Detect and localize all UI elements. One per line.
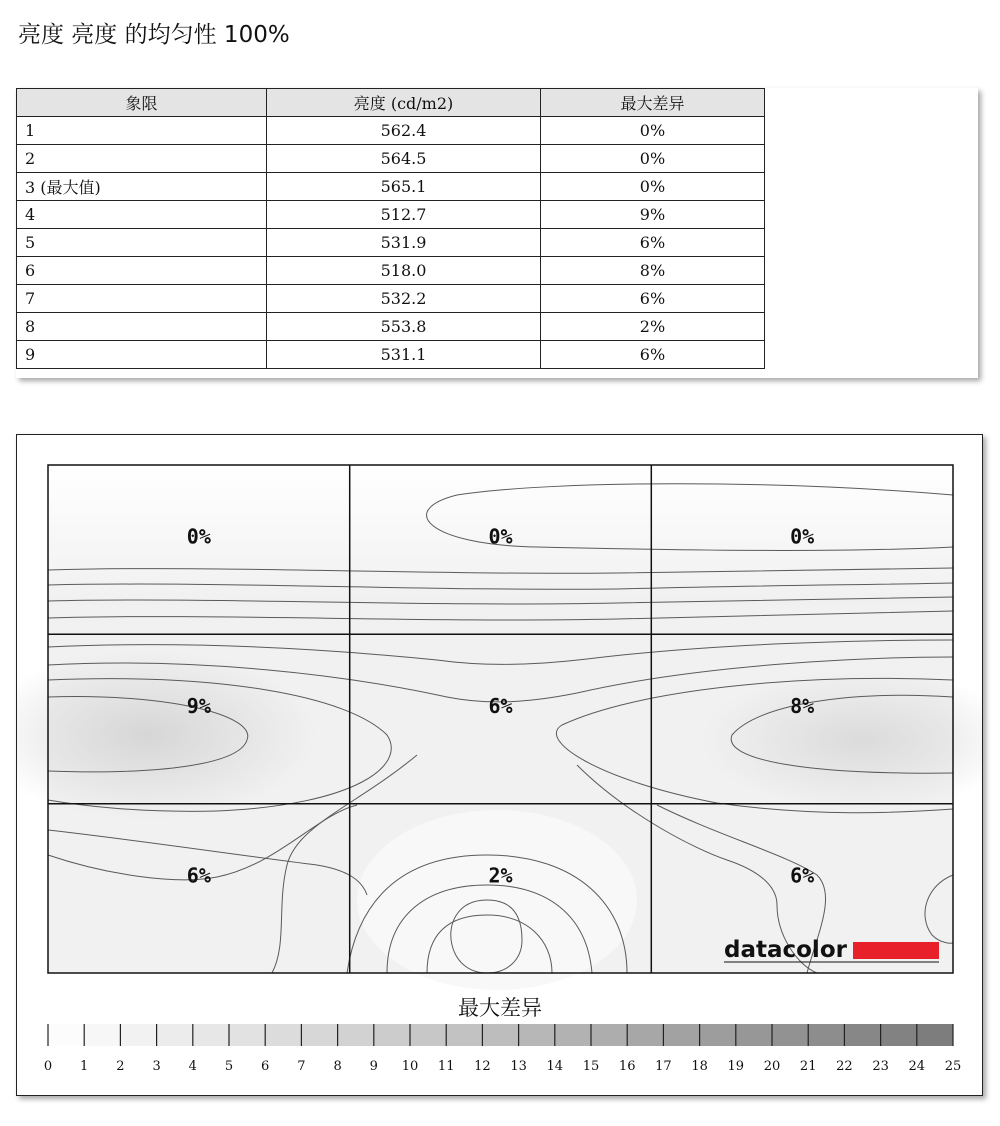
max-diff-cell: 0% [541,117,765,145]
table-row [17,285,765,313]
table-row [17,313,765,341]
quadrant-cell: 3 (最大值) [17,173,267,201]
scale-tick-label: 23 [872,1059,889,1074]
scale-tick-label: 17 [655,1059,672,1074]
max-diff-cell: 6% [541,285,765,313]
scale-swatch [844,1024,881,1046]
scale-swatch [374,1024,411,1046]
luminance-cell: 553.8 [267,313,541,341]
scale-tick-label: 5 [224,1059,234,1074]
cell-value-label: 2% [488,863,513,888]
scale-swatch [591,1024,628,1046]
table-row [17,117,765,145]
uniformity-contour-chart [17,435,982,1095]
scale-tick-label: 21 [799,1059,817,1074]
scale-swatch [446,1024,483,1046]
col-header-max-diff: 最大差异 [541,89,765,117]
scale-swatch [736,1024,773,1046]
brand-bar [853,942,939,959]
scale-tick-label: 11 [437,1059,455,1074]
scale-tick-label: 3 [152,1059,161,1074]
scale-swatch [301,1024,338,1046]
max-diff-cell: 0% [541,173,765,201]
luminance-table [16,88,765,369]
scale-swatch [84,1024,121,1046]
scale-tick-label: 8 [333,1059,342,1074]
max-diff-cell: 6% [541,341,765,369]
scale-tick-label: 20 [763,1059,781,1074]
table-header-row [17,89,765,117]
table-row [17,341,765,369]
quadrant-cell: 1 [17,117,267,145]
scale-tick-label: 19 [727,1059,745,1074]
scale-swatch [410,1024,447,1046]
scale-tick-label: 18 [691,1059,708,1074]
scale-swatch [700,1024,737,1046]
table-row [17,145,765,173]
quadrant-cell: 8 [17,313,267,341]
col-header-luminance: 亮度 (cd/m2) [267,89,541,117]
scale-swatch [772,1024,809,1046]
max-diff-cell: 6% [541,229,765,257]
scale-swatch [663,1024,700,1046]
scale-swatch [229,1024,266,1046]
table-row [17,257,765,285]
cell-value-label: 9% [186,694,211,718]
col-header-quadrant: 象限 [17,89,267,117]
luminance-cell: 565.1 [267,173,541,201]
quadrant-cell: 2 [17,145,267,173]
quadrant-cell: 7 [17,285,267,313]
quadrant-cell: 9 [17,341,267,369]
scale-tick-label: 24 [908,1059,926,1074]
scale-tick-label: 6 [261,1059,270,1074]
brand-text: datacolor [724,937,847,963]
color-scale [44,1024,961,1074]
scale-tick-label: 13 [510,1059,527,1074]
scale-swatch [48,1024,85,1046]
uniformity-chart-panel [16,434,983,1096]
max-diff-cell: 2% [541,313,765,341]
quadrant-cell: 4 [17,201,267,229]
scale-tick-label: 4 [188,1059,197,1074]
luminance-cell: 564.5 [267,145,541,173]
max-diff-cell: 0% [541,145,765,173]
cell-value-label: 8% [790,694,815,718]
cell-value-label: 0% [488,524,513,549]
scale-tick-label: 12 [474,1059,491,1074]
luminance-cell: 518.0 [267,257,541,285]
scale-tick-label: 15 [582,1059,600,1074]
scale-swatch [338,1024,375,1046]
scale-swatch [881,1024,918,1046]
scale-swatch [482,1024,519,1046]
table-row [17,201,765,229]
luminance-cell: 562.4 [267,117,541,145]
scale-tick-label: 2 [116,1059,125,1074]
scale-title: 最大差异 [458,996,542,1020]
scale-swatch [519,1024,556,1046]
luminance-table-panel [16,88,978,378]
shade-region-bottom-center [357,810,637,990]
cell-value-label: 6% [488,694,513,718]
scale-tick-label: 25 [944,1059,962,1074]
scale-tick-label: 10 [401,1059,419,1074]
scale-swatch [157,1024,194,1046]
cell-value-label: 0% [186,524,211,549]
scale-tick-label: 1 [80,1059,89,1074]
scale-tick-label: 22 [836,1059,853,1074]
page-title: 亮度 亮度 的均匀性 100% [18,22,290,48]
contour-plot-area [17,465,982,990]
scale-swatch [627,1024,664,1046]
quadrant-cell: 5 [17,229,267,257]
table-row [17,173,765,201]
scale-swatch [193,1024,230,1046]
scale-swatch [808,1024,845,1046]
scale-tick-label: 16 [618,1059,636,1074]
quadrant-cell: 6 [17,257,267,285]
cell-value-label: 0% [790,524,815,549]
luminance-cell: 531.9 [267,229,541,257]
max-diff-cell: 9% [541,201,765,229]
table-row [17,229,765,257]
scale-tick-label: 7 [297,1059,306,1074]
cell-value-label: 6% [186,863,211,888]
scale-swatch [917,1024,954,1046]
luminance-cell: 531.1 [267,341,541,369]
scale-tick-label: 0 [43,1059,53,1074]
scale-swatch [555,1024,592,1046]
cell-value-label: 6% [790,863,815,888]
max-diff-cell: 8% [541,257,765,285]
scale-tick-label: 9 [369,1059,378,1074]
luminance-cell: 532.2 [267,285,541,313]
luminance-cell: 512.7 [267,201,541,229]
scale-swatch [120,1024,157,1046]
scale-tick-label: 14 [546,1059,564,1074]
scale-swatch [265,1024,302,1046]
